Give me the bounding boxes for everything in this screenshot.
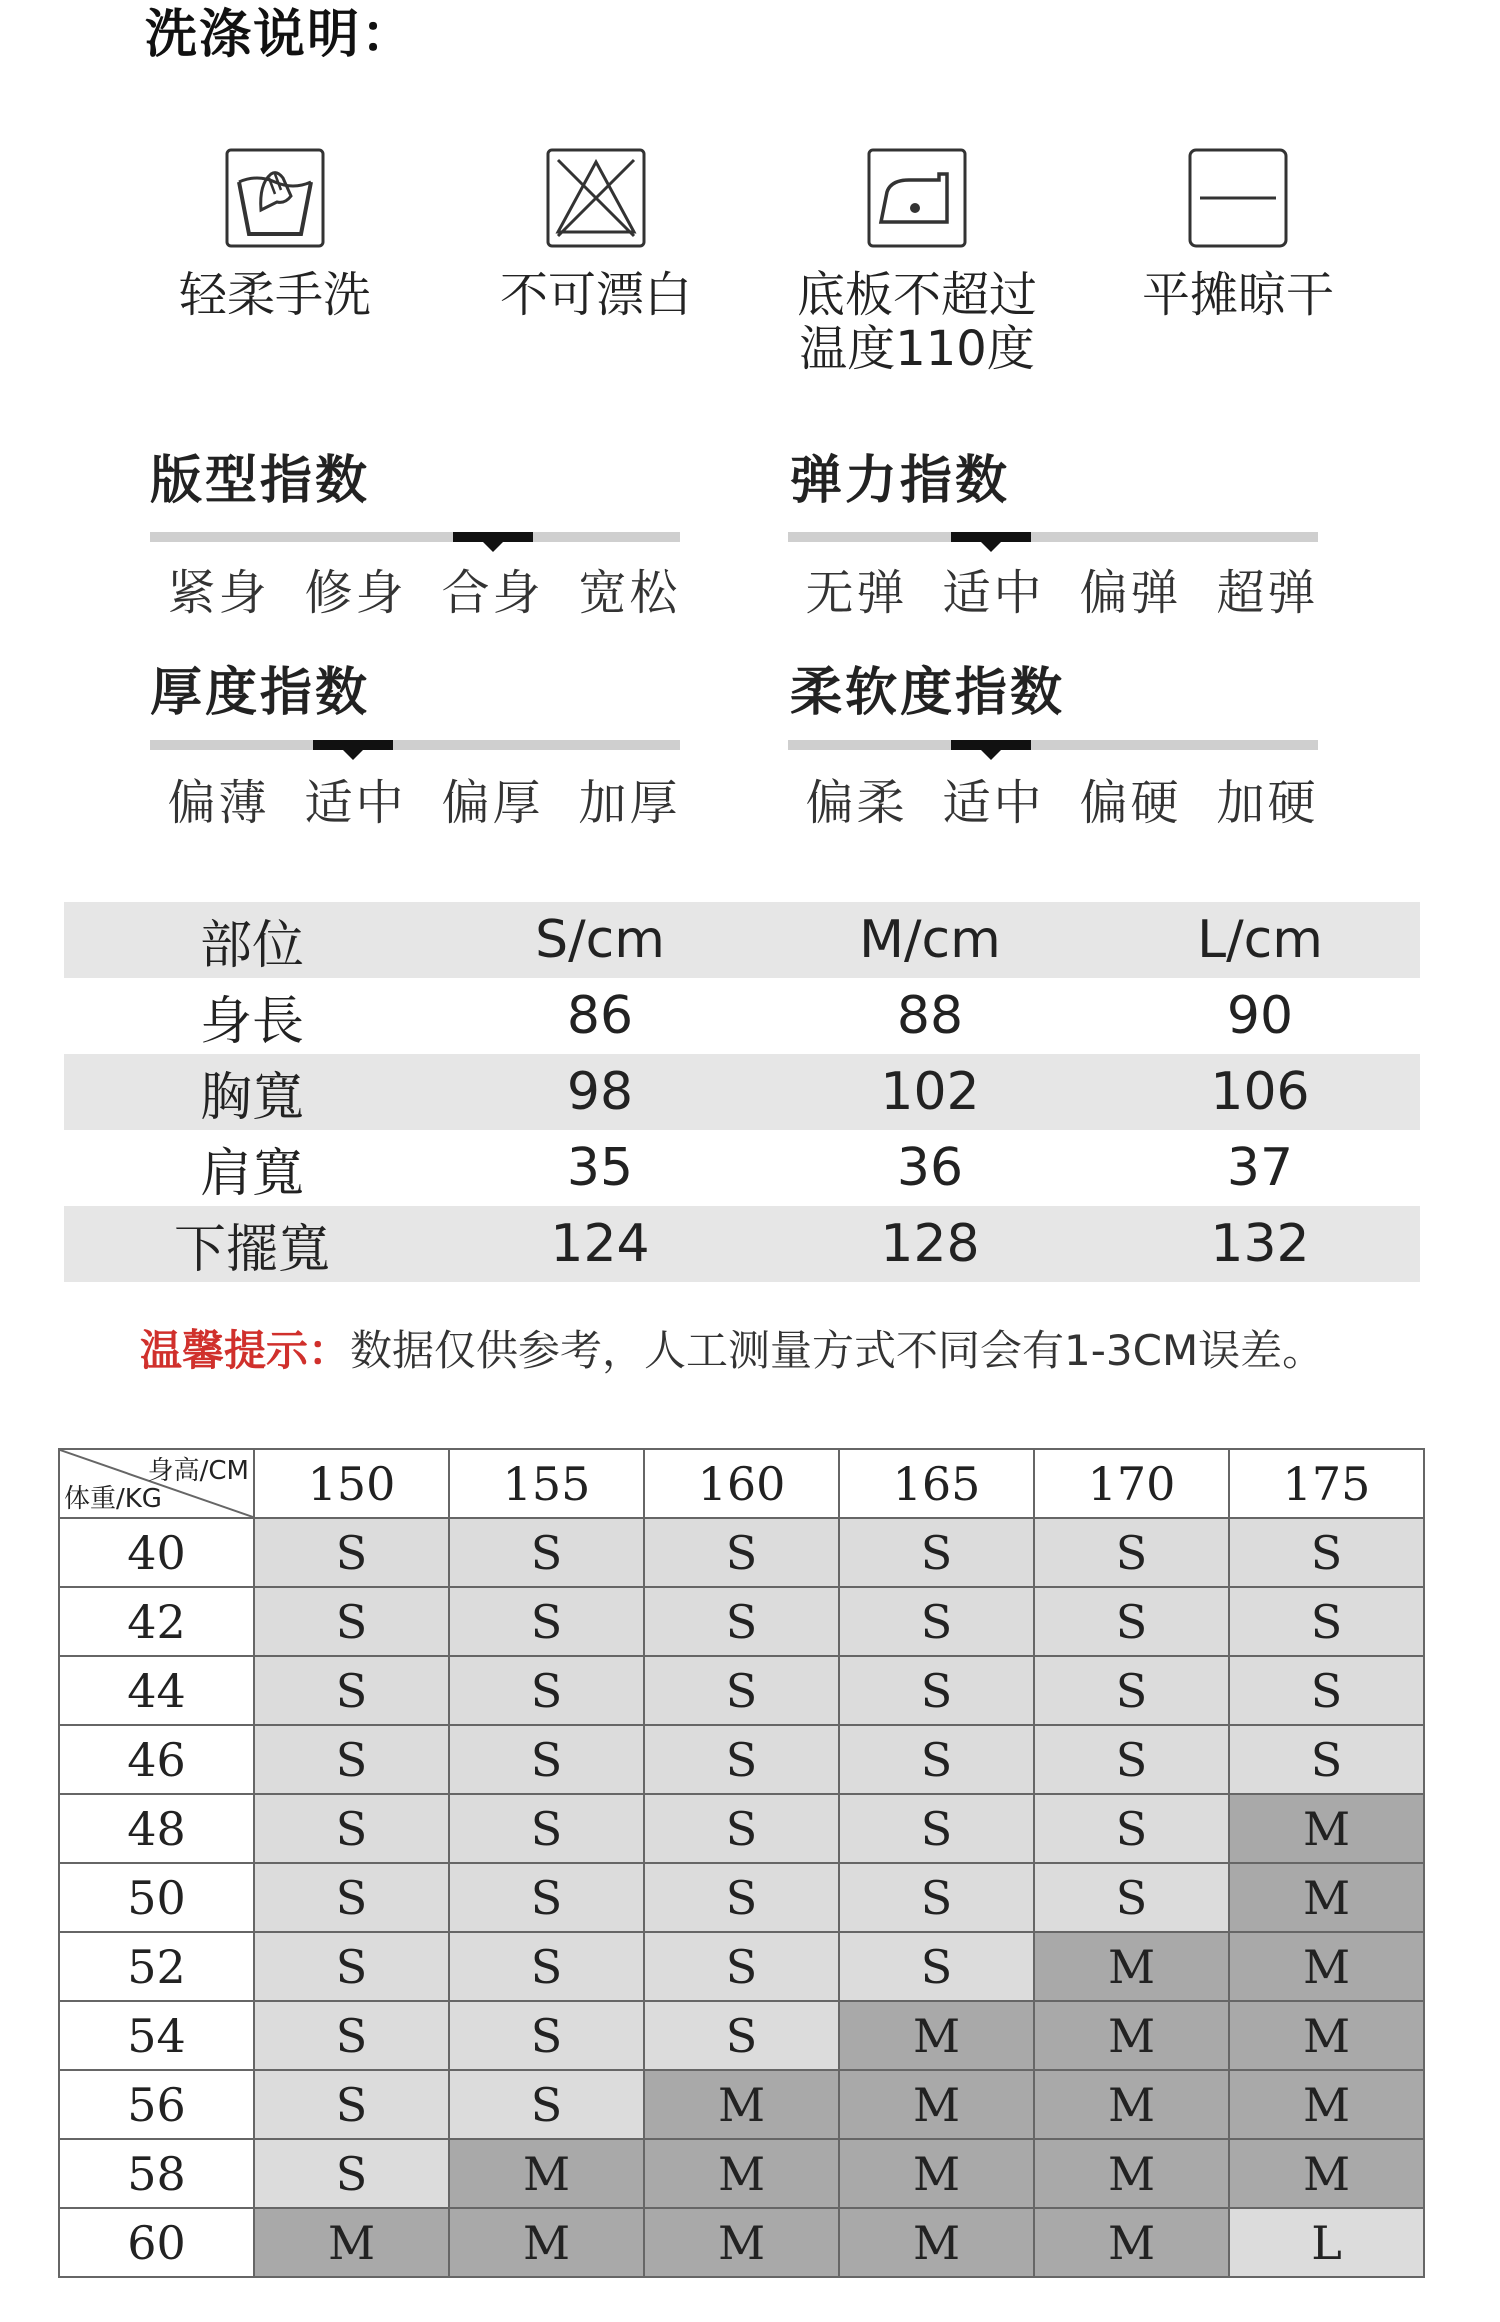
hw-size-cell: M [1229,2001,1424,2070]
wash-item-dry-flat [1088,148,1388,322]
thickness-index-track [150,740,680,750]
hw-size-cell: M [449,2139,644,2208]
size-table-row [64,978,1420,1054]
hand-wash-icon [225,148,325,248]
hw-corner-height-label: 身高/CM [147,1456,249,1486]
thickness-option: 偏厚 [441,775,544,831]
size-table-row [64,1206,1420,1282]
hw-size-cell: S [839,1656,1034,1725]
thickness-index-indicator [313,740,393,750]
hw-size-cell: S [1034,1725,1229,1794]
hw-weight-cell: 54 [59,2001,254,2070]
size-table-header [64,902,1420,978]
hw-size-cell: S [254,1587,449,1656]
hw-height-header: 175 [1229,1449,1424,1518]
hw-row [59,2208,1424,2277]
hw-size-cell: S [254,1794,449,1863]
washing-title: 洗涤说明： [145,5,416,65]
hw-header-row [59,1449,1424,1518]
hw-size-cell: M [839,2001,1034,2070]
hw-size-cell: M [254,2208,449,2277]
tip-label: 温馨提示： [140,1326,351,1375]
hw-size-cell: M [1034,2139,1229,2208]
hw-height-header: 160 [644,1449,839,1518]
softness-option: 偏柔 [805,775,908,831]
hw-size-cell: S [1229,1518,1424,1587]
hw-size-cell: M [839,2208,1034,2277]
hw-size-cell: M [839,2070,1034,2139]
hw-row [59,1725,1424,1794]
wash-item-hand-wash [125,148,425,322]
size-cell: 肩寬 [199,1143,304,1204]
fit-index-options [150,554,700,623]
thickness-option: 适中 [304,775,407,831]
size-header-cell: M/cm [760,902,1100,978]
hw-size-cell: S [1034,1863,1229,1932]
hw-size-cell: M [644,2208,839,2277]
size-cell: 90 [1226,986,1294,1046]
hw-size-cell: S [839,1587,1034,1656]
hw-size-cell: S [1034,1656,1229,1725]
wash-label-line2: 温度110度 [799,321,1035,377]
hw-height-header: 155 [449,1449,644,1518]
hw-size-cell: M [1229,1932,1424,2001]
fit-option: 修身 [304,565,407,621]
softness-option: 加硬 [1216,775,1319,831]
stretch-option: 无弹 [805,565,908,621]
hw-size-cell: S [449,1725,644,1794]
hw-size-cell: S [839,1794,1034,1863]
hw-size-cell: S [1034,1794,1229,1863]
stretch-index-indicator [951,532,1031,542]
hw-size-cell: S [254,2139,449,2208]
no-bleach-icon [546,148,646,248]
hw-row [59,2070,1424,2139]
hw-size-cell: M [1034,2070,1229,2139]
size-cell: 106 [1100,1054,1420,1130]
hw-size-cell: S [839,1725,1034,1794]
hw-size-cell: S [1229,1587,1424,1656]
size-table-row [64,1054,1420,1130]
stretch-index-options [788,554,1338,623]
hw-row [59,2001,1424,2070]
hw-weight-cell: 46 [59,1725,254,1794]
softness-index-indicator [951,740,1031,750]
hw-size-cell: S [644,1725,839,1794]
hw-size-cell: M [1229,1794,1424,1863]
fit-option: 合身 [441,565,544,621]
hw-size-cell: S [254,1863,449,1932]
size-cell: 102 [760,1054,1100,1130]
hw-height-header: 170 [1034,1449,1229,1518]
size-cell: 36 [896,1138,964,1198]
stretch-option: 适中 [942,565,1045,621]
hw-weight-cell: 56 [59,2070,254,2139]
size-header-cell: 部位 [64,902,440,978]
hw-corner-weight-label: 体重/KG [64,1484,162,1514]
wash-label-line1: 底板不超过 [796,267,1037,323]
hw-size-cell: S [254,1725,449,1794]
hw-weight-cell: 40 [59,1518,254,1587]
hw-weight-cell: 58 [59,2139,254,2208]
hw-size-cell: S [254,1932,449,2001]
hw-corner-cell [59,1449,254,1518]
size-cell: 下擺寬 [64,1206,440,1282]
hw-row [59,1794,1424,1863]
fit-option: 紧身 [167,565,270,621]
hw-size-cell: S [1229,1656,1424,1725]
fit-option: 宽松 [578,565,681,621]
wash-label: 不可漂白 [499,267,692,323]
size-header-cell: S/cm [440,902,760,978]
stretch-index-track [788,532,1318,542]
hw-size-cell: M [1229,1863,1424,1932]
size-cell: 132 [1100,1206,1420,1282]
stretch-index-marker [981,542,1001,552]
hw-weight-cell: 60 [59,2208,254,2277]
stretch-option: 偏弹 [1079,565,1182,621]
softness-option: 偏硬 [1079,775,1182,831]
hw-size-cell: M [449,2208,644,2277]
softness-index-marker [981,750,1001,760]
hw-size-cell: M [1229,2070,1424,2139]
size-cell: 98 [440,1054,760,1130]
wash-item-iron [767,148,1067,376]
wash-item-no-bleach [446,148,746,322]
hw-height-header: 150 [254,1449,449,1518]
hw-size-cell: M [1034,2001,1229,2070]
hw-row [59,1863,1424,1932]
size-table [64,902,1420,1282]
size-cell: 88 [896,986,964,1046]
hw-size-cell: S [254,2070,449,2139]
hw-size-cell: M [1034,1932,1229,2001]
hw-size-cell: S [449,1863,644,1932]
hw-size-cell: S [1034,1518,1229,1587]
hw-height-header: 165 [839,1449,1034,1518]
hw-size-cell: S [449,2070,644,2139]
size-cell: 86 [566,986,634,1046]
hw-size-cell: S [1034,1587,1229,1656]
hw-size-cell: S [449,1932,644,2001]
wash-label: 平摊晾干 [1141,267,1334,323]
size-header-cell: L/cm [1100,902,1420,978]
hw-weight-cell: 52 [59,1932,254,2001]
size-cell: 身長 [199,991,304,1052]
fit-index-title: 版型指数 [150,451,371,511]
hw-size-cell: S [449,1518,644,1587]
hw-size-cell: S [644,1794,839,1863]
stretch-index-title: 弹力指数 [790,451,1011,511]
wash-label: 轻柔手洗 [178,267,371,323]
hw-size-cell: S [644,1863,839,1932]
hw-size-cell: S [644,1656,839,1725]
hw-size-cell: S [449,1587,644,1656]
dry-flat-icon [1188,148,1288,248]
hw-size-cell: S [644,2001,839,2070]
hw-row [59,1932,1424,2001]
hw-weight-cell: 48 [59,1794,254,1863]
hw-size-cell: M [644,2070,839,2139]
hw-size-cell: S [254,1518,449,1587]
hw-size-cell: S [1229,1725,1424,1794]
hw-size-cell: M [839,2139,1034,2208]
hw-size-cell: S [254,1656,449,1725]
hw-size-cell: S [644,1518,839,1587]
hw-size-cell: S [449,1656,644,1725]
hw-size-cell: M [1229,2139,1424,2208]
hw-size-cell: S [449,2001,644,2070]
hw-weight-cell: 42 [59,1587,254,1656]
hw-size-cell: S [644,1587,839,1656]
hw-size-cell: M [1034,2208,1229,2277]
hw-weight-cell: 50 [59,1863,254,1932]
fit-index-marker [483,542,503,552]
hw-size-cell: S [839,1863,1034,1932]
tip-text: 数据仅供参考，人工测量方式不同会有1-3CM误差。 [350,1326,1325,1375]
hw-size-cell: S [839,1932,1034,2001]
hw-row [59,1587,1424,1656]
thickness-index-marker [343,750,363,760]
iron-icon [867,148,967,248]
fit-index-track [150,532,680,542]
hw-row [59,1656,1424,1725]
fit-index-indicator [453,532,533,542]
height-weight-grid [58,1448,1425,2278]
thickness-index-title: 厚度指数 [150,663,371,723]
hw-size-cell: S [644,1932,839,2001]
hw-size-cell: S [449,1794,644,1863]
hw-row [59,1518,1424,1587]
hw-weight-cell: 44 [59,1656,254,1725]
size-table-row [64,1130,1420,1206]
softness-index-track [788,740,1318,750]
hw-size-cell: S [839,1518,1034,1587]
size-cell: 128 [760,1206,1100,1282]
softness-option: 适中 [942,775,1045,831]
thickness-index-options [150,764,700,833]
hw-size-cell: M [644,2139,839,2208]
hw-size-cell: S [254,2001,449,2070]
thickness-option: 偏薄 [167,775,270,831]
hw-size-cell: L [1229,2208,1424,2277]
size-cell: 37 [1226,1138,1294,1198]
size-cell: 35 [566,1138,634,1198]
size-cell: 胸寬 [64,1054,440,1130]
hw-row [59,2139,1424,2208]
measurement-tip [140,1318,1324,1378]
softness-index-options [788,764,1338,833]
stretch-option: 超弹 [1216,565,1319,621]
size-cell: 124 [440,1206,760,1282]
softness-index-title: 柔软度指数 [790,663,1066,723]
thickness-option: 加厚 [578,775,681,831]
